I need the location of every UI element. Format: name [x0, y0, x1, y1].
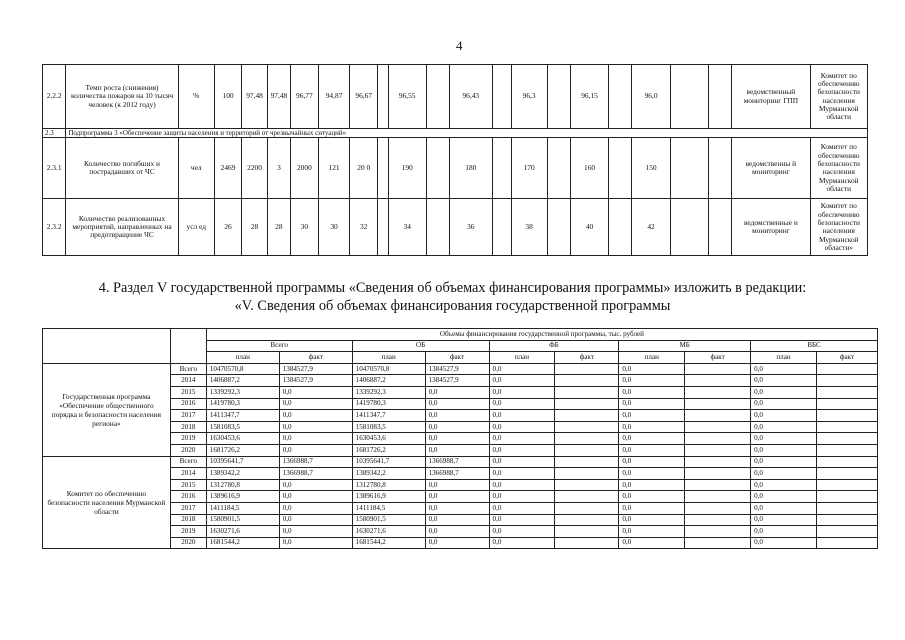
ob-fact: 0,0: [425, 514, 489, 526]
total-fact: 0,0: [279, 386, 352, 398]
program-label: Государственная программа «Обеспечение общественного порядка и безопасности населения региона»: [43, 363, 171, 456]
value-cell: 36: [450, 199, 492, 256]
value-cell: 38: [511, 199, 547, 256]
mb-fact: [685, 444, 751, 456]
value-cell: 26: [214, 199, 242, 256]
mb-fact: [685, 398, 751, 410]
ob-plan: 1580901,5: [352, 514, 425, 526]
empty-cell: [708, 138, 731, 199]
ob-plan: 10395641,7: [352, 456, 425, 468]
value-cell: 30: [318, 199, 350, 256]
empty-cell: [609, 65, 632, 129]
fb-fact: [555, 526, 619, 538]
vbs-plan: 0,0: [751, 491, 817, 503]
vbs-fact: [816, 514, 877, 526]
mb-plan: 0,0: [619, 421, 685, 433]
mb-plan: 0,0: [619, 514, 685, 526]
vbs-fact: [816, 386, 877, 398]
mb-plan: 0,0: [619, 537, 685, 549]
total-fact: 0,0: [279, 421, 352, 433]
fact-header: факт: [279, 352, 352, 364]
vbs-fact: [816, 444, 877, 456]
fb-fact: [555, 444, 619, 456]
plan-header: план: [619, 352, 685, 364]
ob-plan: 1581083,5: [352, 421, 425, 433]
fb-plan: 0,0: [489, 514, 555, 526]
vbs-plan: 0,0: [751, 421, 817, 433]
row-number: 2.3: [43, 129, 66, 138]
value-cell: 40: [570, 199, 608, 256]
ob-plan: 1389616,9: [352, 491, 425, 503]
vbs-plan: 0,0: [751, 444, 817, 456]
year-cell: 2020: [170, 444, 206, 456]
mb-fact: [685, 386, 751, 398]
ob-fact: 1366988,7: [425, 456, 489, 468]
vbs-plan: 0,0: [751, 410, 817, 422]
ob-plan: 1411347,7: [352, 410, 425, 422]
value-cell: 190: [388, 138, 426, 199]
responsible-body: Комитет по обеспечению безопасности населения Мурманской области»: [810, 199, 867, 256]
total-plan: 1581083,5: [206, 421, 279, 433]
empty-cell: [426, 65, 449, 129]
value-cell: 42: [632, 199, 670, 256]
year-cell: 2018: [170, 514, 206, 526]
fb-plan: 0,0: [489, 398, 555, 410]
year-cell: 2018: [170, 421, 206, 433]
mb-plan: 0,0: [619, 410, 685, 422]
empty-cell: [547, 138, 570, 199]
vbs-fact: [816, 491, 877, 503]
fb-fact: [555, 421, 619, 433]
empty-cell: [609, 138, 632, 199]
vbs-plan: 0,0: [751, 537, 817, 549]
ob-plan: 1406887,2: [352, 375, 425, 387]
total-plan: 1389616,9: [206, 491, 279, 503]
empty-cell: [492, 138, 511, 199]
fb-fact: [555, 514, 619, 526]
total-plan: 1681544,2: [206, 537, 279, 549]
total-plan: 1681726,2: [206, 444, 279, 456]
vbs-plan: 0,0: [751, 375, 817, 387]
year-cell: 2019: [170, 433, 206, 445]
value-cell: 2469: [214, 138, 242, 199]
fb-plan: 0,0: [489, 526, 555, 538]
group-header: ВБС: [751, 340, 878, 352]
ob-plan: 1339292,3: [352, 386, 425, 398]
vbs-plan: 0,0: [751, 363, 817, 375]
page-number: 4: [456, 38, 463, 53]
vbs-plan: 0,0: [751, 514, 817, 526]
total-fact: 0,0: [279, 502, 352, 514]
year-cell: Всего: [170, 363, 206, 375]
indicator-name: Темп роста (снижения) количества пожаров на 10 тысяч человек (к 2012 году): [66, 65, 178, 129]
row-number: 2.2.2: [43, 65, 66, 129]
fb-plan: 0,0: [489, 386, 555, 398]
vbs-plan: 0,0: [751, 386, 817, 398]
year-cell: 2016: [170, 398, 206, 410]
ob-plan: 1681726,2: [352, 444, 425, 456]
mb-fact: [685, 514, 751, 526]
total-plan: 1411347,7: [206, 410, 279, 422]
year-cell: 2015: [170, 479, 206, 491]
total-plan: 1411184,5: [206, 502, 279, 514]
empty-cell: [708, 65, 731, 129]
total-fact: 0,0: [279, 398, 352, 410]
year-cell: Всего: [170, 456, 206, 468]
empty-cell: [378, 65, 389, 129]
empty-cell: [378, 138, 389, 199]
fb-plan: 0,0: [489, 537, 555, 549]
ob-fact: 0,0: [425, 479, 489, 491]
fb-fact: [555, 398, 619, 410]
total-plan: 1630271,6: [206, 526, 279, 538]
fb-fact: [555, 433, 619, 445]
ob-fact: 0,0: [425, 502, 489, 514]
mb-fact: [685, 526, 751, 538]
year-cell: 2016: [170, 491, 206, 503]
data-source: ведомственны й мониторинг: [732, 138, 810, 199]
value-cell: 100: [214, 65, 242, 129]
group-header: Всего: [206, 340, 352, 352]
vbs-fact: [816, 537, 877, 549]
financing-table: [42, 328, 878, 549]
total-fact: 1366988,7: [279, 456, 352, 468]
ob-plan: 1681544,2: [352, 537, 425, 549]
ob-fact: 0,0: [425, 537, 489, 549]
year-cell: 2020: [170, 537, 206, 549]
vbs-fact: [816, 526, 877, 538]
total-plan: 10395641,7: [206, 456, 279, 468]
total-fact: 0,0: [279, 526, 352, 538]
value-cell: 150: [632, 138, 670, 199]
total-fact: 0,0: [279, 410, 352, 422]
row-number: 2.3.1: [43, 138, 66, 199]
total-fact: 0,0: [279, 491, 352, 503]
mb-plan: 0,0: [619, 491, 685, 503]
table-row: [43, 65, 868, 129]
fb-plan: 0,0: [489, 433, 555, 445]
fb-fact: [555, 479, 619, 491]
fb-fact: [555, 537, 619, 549]
corner-cell: [43, 329, 171, 364]
value-cell: 160: [570, 138, 608, 199]
plan-header: план: [489, 352, 555, 364]
empty-cell: [547, 199, 570, 256]
ob-fact: 0,0: [425, 421, 489, 433]
value-cell: 28: [242, 199, 267, 256]
ob-plan: 1312780,8: [352, 479, 425, 491]
fb-plan: 0,0: [489, 456, 555, 468]
mb-fact: [685, 375, 751, 387]
ob-fact: 0,0: [425, 444, 489, 456]
indicator-name: Количество реализованных мероприятий, направленных на предотвращение ЧС: [66, 199, 178, 256]
fb-fact: [555, 491, 619, 503]
year-cell: 2017: [170, 410, 206, 422]
value-cell: 180: [450, 138, 492, 199]
fb-plan: 0,0: [489, 479, 555, 491]
total-plan: 1339292,3: [206, 386, 279, 398]
value-cell: 97,48: [267, 65, 290, 129]
ob-plan: 1630271,6: [352, 526, 425, 538]
vbs-fact: [816, 502, 877, 514]
empty-cell: [426, 138, 449, 199]
value-cell: 97,48: [242, 65, 267, 129]
ob-fact: 0,0: [425, 526, 489, 538]
fb-fact: [555, 363, 619, 375]
total-plan: 1630453,6: [206, 433, 279, 445]
mb-plan: 0,0: [619, 375, 685, 387]
table-row: [43, 138, 868, 199]
total-fact: 0,0: [279, 537, 352, 549]
fact-header: факт: [816, 352, 877, 364]
ob-plan: 1389342,2: [352, 468, 425, 480]
table-row: [43, 363, 878, 375]
indicator-name: Количество погибших и пострадавших от ЧС: [66, 138, 178, 199]
row-number: 2.3.2: [43, 199, 66, 256]
mb-fact: [685, 537, 751, 549]
vbs-fact: [816, 363, 877, 375]
ob-fact: 1366988,7: [425, 468, 489, 480]
corner-cell: [170, 329, 206, 364]
value-cell: 2200: [242, 138, 267, 199]
total-plan: 10470570,8: [206, 363, 279, 375]
value-cell: 96,3: [511, 65, 547, 129]
total-fact: 1384527,9: [279, 363, 352, 375]
mb-plan: 0,0: [619, 386, 685, 398]
fb-plan: 0,0: [489, 491, 555, 503]
data-source: ведомственный мониторинг ГПП: [732, 65, 810, 129]
group-header: МБ: [619, 340, 751, 352]
fb-plan: 0,0: [489, 468, 555, 480]
mb-fact: [685, 479, 751, 491]
fb-fact: [555, 456, 619, 468]
mb-fact: [685, 468, 751, 480]
value-cell: 32: [350, 199, 378, 256]
fb-plan: 0,0: [489, 502, 555, 514]
value-cell: 96,67: [350, 65, 378, 129]
table-row: [43, 456, 878, 468]
fact-header: факт: [425, 352, 489, 364]
empty-cell: [426, 199, 449, 256]
group-header: ОБ: [352, 340, 489, 352]
fact-header: факт: [555, 352, 619, 364]
data-source: ведомственные и мониторинг: [732, 199, 810, 256]
vbs-plan: 0,0: [751, 526, 817, 538]
responsible-body: Комитет по обеспечению безопасности населения Мурманской области: [810, 65, 867, 129]
vbs-plan: 0,0: [751, 398, 817, 410]
indicators-table: [42, 64, 868, 256]
mb-fact: [685, 456, 751, 468]
fb-fact: [555, 375, 619, 387]
group-header: ФБ: [489, 340, 619, 352]
unit: усл ед: [178, 199, 214, 256]
fb-plan: 0,0: [489, 375, 555, 387]
section-title: «V. Сведения об объемах финансирования государственной программы: [234, 298, 671, 314]
mb-plan: 0,0: [619, 468, 685, 480]
year-cell: 2014: [170, 468, 206, 480]
mb-fact: [685, 502, 751, 514]
ob-plan: 1419780,3: [352, 398, 425, 410]
mb-plan: 0,0: [619, 456, 685, 468]
mb-plan: 0,0: [619, 444, 685, 456]
ob-fact: 0,0: [425, 491, 489, 503]
year-cell: 2017: [170, 502, 206, 514]
ob-fact: 1384527,9: [425, 375, 489, 387]
empty-cell: [492, 199, 511, 256]
fact-header: факт: [685, 352, 751, 364]
vbs-plan: 0,0: [751, 502, 817, 514]
value-cell: 96,77: [291, 65, 319, 129]
value-cell: 28: [267, 199, 290, 256]
vbs-fact: [816, 456, 877, 468]
total-plan: 1312780,8: [206, 479, 279, 491]
ob-fact: 0,0: [425, 410, 489, 422]
section-instruction: 4. Раздел V государственной программы «Сведения об объемах финансирования программы» изложить в редакции:: [98, 280, 807, 296]
total-plan: 1389342,2: [206, 468, 279, 480]
empty-cell: [708, 199, 731, 256]
total-plan: 1580901,5: [206, 514, 279, 526]
mb-plan: 0,0: [619, 479, 685, 491]
fb-plan: 0,0: [489, 410, 555, 422]
empty-cell: [492, 65, 511, 129]
vbs-fact: [816, 421, 877, 433]
mb-fact: [685, 491, 751, 503]
fb-fact: [555, 386, 619, 398]
table-title: Объемы финансирования государственной программы, тыс. рублей: [206, 329, 877, 341]
unit: %: [178, 65, 214, 129]
mb-plan: 0,0: [619, 433, 685, 445]
mb-plan: 0,0: [619, 363, 685, 375]
value-cell: 94,87: [318, 65, 350, 129]
value-cell: 96,43: [450, 65, 492, 129]
mb-fact: [685, 433, 751, 445]
vbs-fact: [816, 375, 877, 387]
year-cell: 2015: [170, 386, 206, 398]
plan-header: план: [352, 352, 425, 364]
program-label: Комитет по обеспечению безопасности населения Мурманской области: [43, 456, 171, 549]
total-fact: 0,0: [279, 479, 352, 491]
fb-plan: 0,0: [489, 421, 555, 433]
fb-plan: 0,0: [489, 444, 555, 456]
total-fact: 0,0: [279, 433, 352, 445]
plan-header: план: [206, 352, 279, 364]
total-fact: 1384527,9: [279, 375, 352, 387]
value-cell: 170: [511, 138, 547, 199]
year-cell: 2014: [170, 375, 206, 387]
plan-header: план: [751, 352, 817, 364]
vbs-plan: 0,0: [751, 456, 817, 468]
total-fact: 1366988,7: [279, 468, 352, 480]
total-fact: 0,0: [279, 444, 352, 456]
empty-cell: [609, 199, 632, 256]
value-cell: 20 0: [350, 138, 378, 199]
table-row: [43, 199, 868, 256]
value-cell: 96,15: [570, 65, 608, 129]
vbs-plan: 0,0: [751, 433, 817, 445]
vbs-fact: [816, 410, 877, 422]
responsible-body: Комитет по обеспечению безопасности населения Мурманской области: [810, 138, 867, 199]
value-cell: 121: [318, 138, 350, 199]
fb-fact: [555, 502, 619, 514]
fb-plan: 0,0: [489, 363, 555, 375]
vbs-plan: 0,0: [751, 468, 817, 480]
vbs-fact: [816, 398, 877, 410]
empty-cell: [670, 65, 708, 129]
total-fact: 0,0: [279, 514, 352, 526]
mb-fact: [685, 421, 751, 433]
empty-cell: [670, 199, 708, 256]
value-cell: 96,55: [388, 65, 426, 129]
value-cell: 96,0: [632, 65, 670, 129]
ob-fact: 0,0: [425, 433, 489, 445]
vbs-fact: [816, 479, 877, 491]
empty-cell: [378, 199, 389, 256]
ob-plan: 1630453,6: [352, 433, 425, 445]
value-cell: 2000: [291, 138, 319, 199]
value-cell: 30: [291, 199, 319, 256]
ob-fact: 0,0: [425, 386, 489, 398]
empty-cell: [547, 65, 570, 129]
fb-fact: [555, 468, 619, 480]
subprogram-title: Подпрограмма 3 «Обеспечение защиты населения и территорий от чрезвычайных ситуаций»: [66, 129, 868, 138]
header-row: [43, 329, 878, 341]
ob-fact: 1384527,9: [425, 363, 489, 375]
year-cell: 2019: [170, 526, 206, 538]
mb-plan: 0,0: [619, 398, 685, 410]
mb-fact: [685, 410, 751, 422]
vbs-fact: [816, 433, 877, 445]
mb-fact: [685, 363, 751, 375]
fb-fact: [555, 410, 619, 422]
unit: чел: [178, 138, 214, 199]
vbs-fact: [816, 468, 877, 480]
ob-plan: 10470570,8: [352, 363, 425, 375]
mb-plan: 0,0: [619, 526, 685, 538]
total-plan: 1419780,3: [206, 398, 279, 410]
vbs-plan: 0,0: [751, 479, 817, 491]
total-plan: 1406887,2: [206, 375, 279, 387]
ob-fact: 0,0: [425, 398, 489, 410]
value-cell: 34: [388, 199, 426, 256]
value-cell: 3: [267, 138, 290, 199]
mb-plan: 0,0: [619, 502, 685, 514]
table-row: [43, 129, 868, 138]
ob-plan: 1411184,5: [352, 502, 425, 514]
empty-cell: [670, 138, 708, 199]
